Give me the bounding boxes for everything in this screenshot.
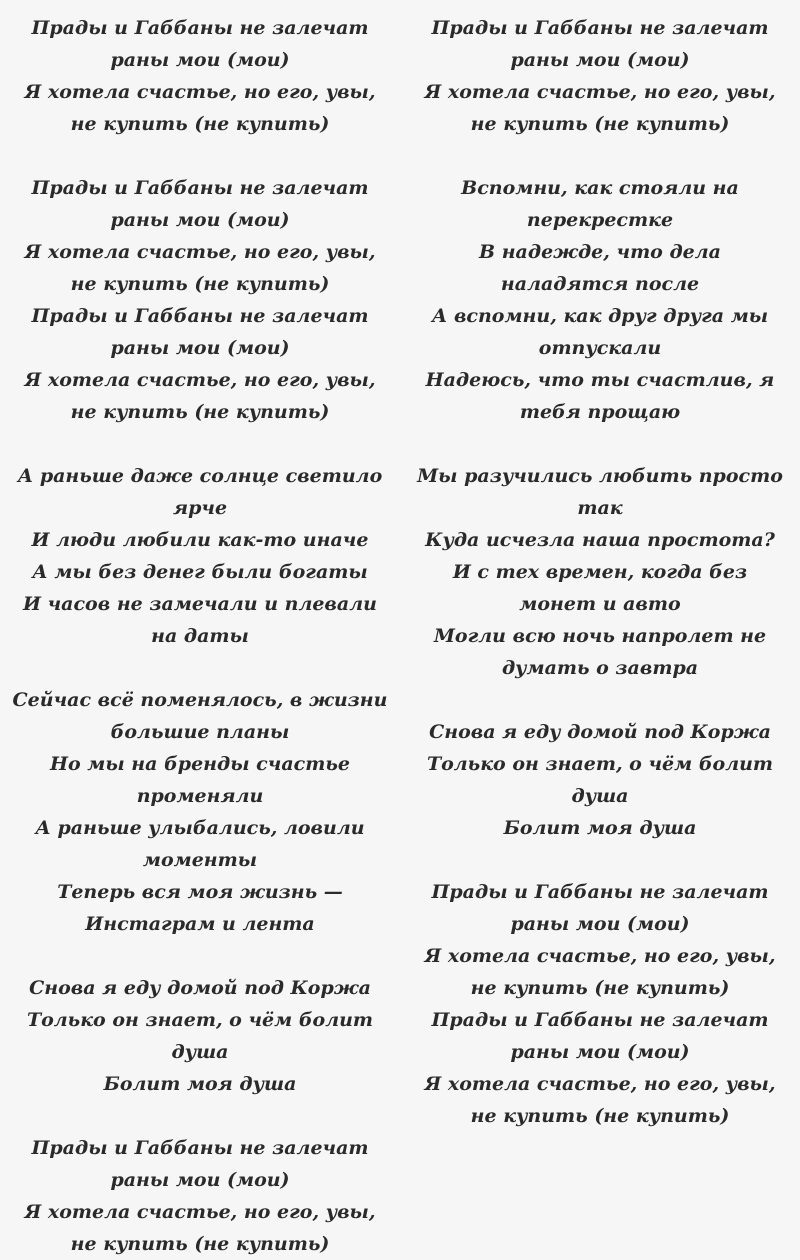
lyric-line: А раньше даже солнце светило ярче (17, 465, 383, 519)
stanza (412, 172, 788, 428)
lyric-line: Прады и Габбаны не залечат раны мои (мои) (431, 17, 769, 71)
stanza (12, 12, 388, 140)
lyric-line: В надежде, что дела наладятся после (479, 241, 721, 295)
lyric-line: Я хотела счастье, но его, увы, не купить (не купить) (24, 241, 376, 295)
lyric-line: Но мы на бренды счастье променяли (50, 753, 350, 807)
stanza (12, 460, 388, 652)
lyric-line: Вспомни, как стояли на перекрестке (461, 177, 739, 231)
lyric-line: Прады и Габбаны не залечат раны мои (мои) (431, 881, 769, 935)
lyric-line: Прады и Габбаны не залечат раны мои (мои) (31, 177, 369, 231)
lyric-line: Куда исчезла наша простота? (425, 529, 775, 551)
lyric-line: Я хотела счастье, но его, увы, не купить (не купить) (24, 1201, 376, 1255)
lyric-line: Я хотела счастье, но его, увы, не купить (не купить) (24, 81, 376, 135)
lyric-line: Болит моя душа (103, 1073, 297, 1095)
lyric-line: Прады и Габбаны не залечат раны мои (мои) (431, 1009, 769, 1063)
stanza (412, 460, 788, 684)
lyric-line: Я хотела счастье, но его, увы, не купить (не купить) (424, 81, 776, 135)
lyric-line: Теперь вся моя жизнь — Инстаграм и лента (57, 881, 343, 935)
lyric-line: И часов не замечали и плевали на даты (23, 593, 377, 647)
lyric-line: Только он знает, о чём болит душа (26, 1009, 374, 1063)
stanza (12, 1132, 388, 1260)
lyric-line: Надеюсь, что ты счастлив, я тебя прощаю (425, 369, 775, 423)
lyric-line: Могли всю ночь напролет не думать о завтра (433, 625, 767, 679)
lyric-line: Я хотела счастье, но его, увы, не купить (не купить) (424, 1073, 776, 1127)
stanza (412, 716, 788, 844)
lyric-line: Мы разучились любить просто так (417, 465, 783, 519)
lyric-line: Прады и Габбаны не залечат раны мои (мои) (31, 17, 369, 71)
lyric-line: Я хотела счастье, но его, увы, не купить (не купить) (24, 369, 376, 423)
lyric-line: А мы без денег были богаты (32, 561, 368, 583)
lyric-line: Только он знает, о чём болит душа (426, 753, 774, 807)
lyric-line: Прады и Габбаны не залечат раны мои (мои) (31, 1137, 369, 1191)
stanza (412, 876, 788, 1132)
lyric-line: Прады и Габбаны не залечат раны мои (мои) (31, 305, 369, 359)
lyric-line: А вспомни, как друг друга мы отпускали (431, 305, 769, 359)
lyric-line: Болит моя душа (503, 817, 697, 839)
stanza (412, 12, 788, 140)
stanza (12, 684, 388, 940)
lyric-line: И с тех времен, когда без монет и авто (452, 561, 748, 615)
lyric-line: Я хотела счастье, но его, увы, не купить (не купить) (424, 945, 776, 999)
stanza (12, 972, 388, 1100)
lyric-line: А раньше улыбались, ловили моменты (35, 817, 365, 871)
lyric-line: И люди любили как-то иначе (31, 529, 369, 551)
stanza (12, 172, 388, 428)
lyric-line: Снова я еду домой под Коржа (29, 977, 371, 999)
left-column (0, 12, 400, 1255)
lyric-line: Сейчас всё поменялось, в жизни большие планы (12, 689, 388, 743)
right-column (400, 12, 800, 1200)
lyric-line: Снова я еду домой под Коржа (429, 721, 771, 743)
